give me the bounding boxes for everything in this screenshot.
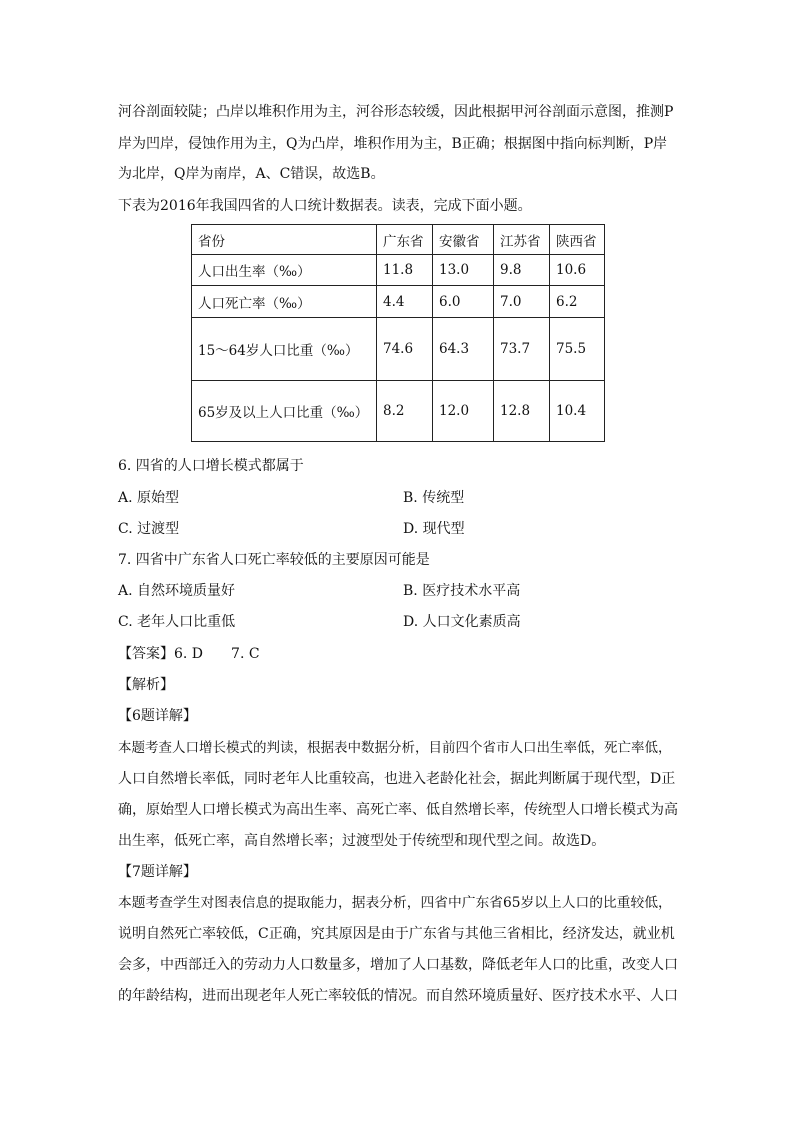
question-6-detail-line: 确，原始型人口增长模式为高出生率、高死亡率、低自然增长率，传统型人口增长模式为高: [118, 802, 678, 818]
question-7-detail-label: 【7题详解】: [118, 864, 197, 880]
question-7-stem: 7. 四省中广东省人口死亡率较低的主要原因可能是: [118, 552, 430, 568]
question-6-option-c: C. 过渡型: [118, 521, 180, 537]
table-cell: 65岁及以上人口比重（‰）: [192, 381, 377, 442]
question-6-detail-line: 人口自然增长率低，同时老年人比重较高，也进入老龄化社会，据此判断属于现代型，D正: [118, 771, 676, 787]
table-cell: 8.2: [377, 381, 433, 442]
table-header-row: [192, 225, 605, 255]
table-cell: 10.6: [550, 255, 605, 286]
table-cell: 13.0: [433, 255, 494, 286]
intro-line-2: 岸为凹岸，侵蚀作用为主，Q为凸岸，堆积作用为主，B正确；根据图中指向标判断，P岸: [118, 136, 668, 152]
question-6-stem: 6. 四省的人口增长模式都属于: [118, 458, 304, 474]
analysis-label: 【解析】: [118, 677, 174, 693]
question-7-option-a: A. 自然环境质量好: [118, 583, 236, 599]
question-7-option-c: C. 老年人口比重低: [118, 614, 236, 630]
question-6-detail-line: 出生率，低死亡率，高自然增长率；过渡型处于传统型和现代型之间。故选D。: [118, 833, 606, 849]
table-header-cell: 安徽省: [433, 225, 494, 255]
table-header-cell: 广东省: [377, 225, 433, 255]
table-header-cell: 陕西省: [550, 225, 605, 255]
table-row: [192, 381, 605, 442]
table-row: [192, 318, 605, 381]
table-cell: 75.5: [550, 318, 605, 381]
question-6-detail-label: 【6题详解】: [118, 708, 197, 724]
intro-line-1: 河谷剖面较陡；凸岸以堆积作用为主，河谷形态较缓，因此根据甲河谷剖面示意图，推测P: [118, 104, 674, 120]
table-cell: 4.4: [377, 286, 433, 318]
question-7-detail-line: 说明自然死亡率较低，C正确，究其原因是由于广东省与其他三省相比，经济发达，就业机: [118, 926, 675, 942]
table-cell: 11.8: [377, 255, 433, 286]
intro-line-3: 为北岸，Q岸为南岸，A、C错误，故选B。: [118, 166, 385, 182]
table-cell: 12.0: [433, 381, 494, 442]
question-6-option-d: D. 现代型: [403, 521, 465, 537]
table-row: [192, 286, 605, 318]
table-cell: 12.8: [494, 381, 550, 442]
table-cell: 10.4: [550, 381, 605, 442]
answer-line: 【答案】6. D 7. C: [118, 646, 260, 662]
table-header-cell: 江苏省: [494, 225, 550, 255]
table-cell: 6.2: [550, 286, 605, 318]
table-cell: 74.6: [377, 318, 433, 381]
table-cell: 人口出生率（‰）: [192, 255, 377, 286]
table-cell: 7.0: [494, 286, 550, 318]
table-cell: 9.8: [494, 255, 550, 286]
table-cell: 64.3: [433, 318, 494, 381]
table-cell: 6.0: [433, 286, 494, 318]
table-cell: 15～64岁人口比重（‰）: [192, 318, 377, 381]
table-row: [192, 255, 605, 286]
question-6-option-b: B. 传统型: [403, 490, 465, 506]
question-7-option-b: B. 医疗技术水平高: [403, 583, 521, 599]
table-intro: 下表为2016年我国四省的人口统计数据表。读表，完成下面小题。: [118, 198, 532, 214]
question-6-option-a: A. 原始型: [118, 490, 180, 506]
question-6-detail-line: 本题考查人口增长模式的判读，根据表中数据分析，目前四个省市人口出生率低，死亡率低，: [118, 740, 672, 756]
question-7-detail-line: 的年龄结构，进而出现老年人死亡率较低的情况。而自然环境质量好、医疗技术水平、人口: [118, 988, 678, 1004]
population-table: [191, 224, 605, 442]
table-header-cell: 省份: [192, 225, 377, 255]
question-7-detail-line: 会多，中西部迁入的劳动力人口数量多，增加了人口基数，降低老年人口的比重，改变人口: [118, 957, 678, 973]
question-7-option-d: D. 人口文化素质高: [403, 614, 521, 630]
question-7-detail-line: 本题考查学生对图表信息的提取能力，据表分析，四省中广东省65岁以上人口的比重较低，: [118, 895, 672, 911]
table-cell: 人口死亡率（‰）: [192, 286, 377, 318]
table-cell: 73.7: [494, 318, 550, 381]
